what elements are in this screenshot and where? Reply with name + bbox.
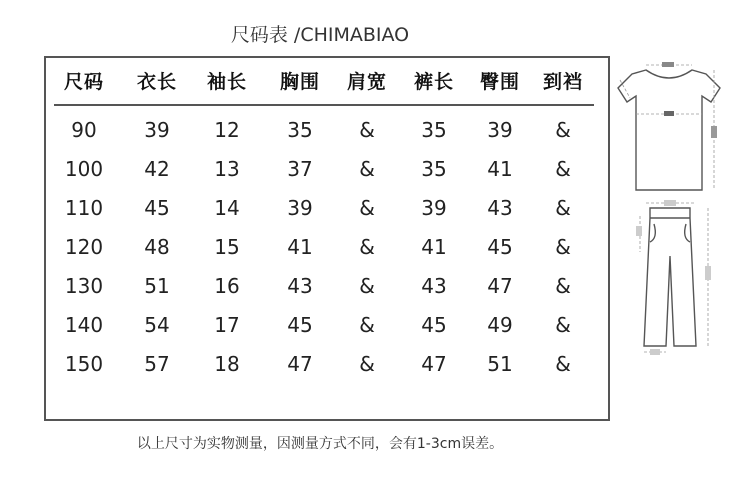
cell-pants-length: 35 bbox=[421, 118, 447, 142]
cell-sleeve: 14 bbox=[214, 196, 240, 220]
cell-crotch: & bbox=[555, 352, 571, 376]
cell-shoulder: & bbox=[359, 118, 375, 142]
measurement-diagrams bbox=[610, 56, 735, 360]
cell-size: 150 bbox=[64, 352, 104, 376]
cell-chest: 35 bbox=[287, 118, 313, 142]
cell-crotch: & bbox=[555, 157, 571, 181]
cell-chest: 37 bbox=[287, 157, 313, 181]
table-row bbox=[46, 153, 608, 185]
table-row bbox=[46, 309, 608, 341]
cell-chest: 41 bbox=[287, 235, 313, 259]
cell-shoulder: & bbox=[359, 313, 375, 337]
table-header-row bbox=[46, 66, 608, 98]
cell-pants-length: 35 bbox=[421, 157, 447, 181]
cell-hip: 49 bbox=[487, 313, 513, 337]
cell-shoulder: & bbox=[359, 352, 375, 376]
cell-length: 48 bbox=[144, 235, 170, 259]
header-pants-length: 裤长 bbox=[413, 71, 454, 93]
cell-length: 51 bbox=[144, 274, 170, 298]
cell-hip: 47 bbox=[487, 274, 513, 298]
header-shoulder: 肩宽 bbox=[346, 71, 387, 93]
cell-pants-length: 39 bbox=[421, 196, 447, 220]
cell-size: 120 bbox=[64, 235, 104, 259]
tshirt-measure-icon bbox=[610, 56, 735, 356]
size-table bbox=[44, 56, 610, 421]
table-row bbox=[46, 231, 608, 263]
cell-length: 57 bbox=[144, 352, 170, 376]
table-row bbox=[46, 192, 608, 224]
cell-length: 39 bbox=[144, 118, 170, 142]
cell-crotch: & bbox=[555, 118, 571, 142]
cell-size: 90 bbox=[71, 118, 97, 142]
table-row bbox=[46, 270, 608, 302]
cell-size: 130 bbox=[64, 274, 104, 298]
cell-pants-length: 41 bbox=[421, 235, 447, 259]
cell-sleeve: 17 bbox=[214, 313, 240, 337]
cell-shoulder: & bbox=[359, 235, 375, 259]
cell-size: 110 bbox=[64, 196, 104, 220]
header-sleeve: 袖长 bbox=[206, 71, 247, 93]
cell-hip: 51 bbox=[487, 352, 513, 376]
page-title: 尺码表 /CHIMABIAO bbox=[230, 24, 410, 46]
cell-pants-length: 47 bbox=[421, 352, 447, 376]
cell-sleeve: 18 bbox=[214, 352, 240, 376]
cell-chest: 43 bbox=[287, 274, 313, 298]
header-hip: 臀围 bbox=[479, 71, 520, 93]
cell-pants-length: 43 bbox=[421, 274, 447, 298]
cell-size: 100 bbox=[64, 157, 104, 181]
cell-size: 140 bbox=[64, 313, 104, 337]
header-divider bbox=[54, 104, 594, 106]
cell-length: 54 bbox=[144, 313, 170, 337]
cell-chest: 47 bbox=[287, 352, 313, 376]
cell-hip: 41 bbox=[487, 157, 513, 181]
cell-hip: 43 bbox=[487, 196, 513, 220]
cell-shoulder: & bbox=[359, 274, 375, 298]
cell-length: 42 bbox=[144, 157, 170, 181]
cell-sleeve: 15 bbox=[214, 235, 240, 259]
cell-pants-length: 45 bbox=[421, 313, 447, 337]
cell-length: 45 bbox=[144, 196, 170, 220]
cell-hip: 45 bbox=[487, 235, 513, 259]
cell-crotch: & bbox=[555, 274, 571, 298]
pants-measure-icon bbox=[644, 208, 696, 346]
cell-chest: 45 bbox=[287, 313, 313, 337]
cell-hip: 39 bbox=[487, 118, 513, 142]
cell-sleeve: 12 bbox=[214, 118, 240, 142]
table-row bbox=[46, 348, 608, 380]
header-chest: 胸围 bbox=[279, 71, 320, 93]
cell-shoulder: & bbox=[359, 196, 375, 220]
cell-sleeve: 13 bbox=[214, 157, 240, 181]
cell-shoulder: & bbox=[359, 157, 375, 181]
cell-sleeve: 16 bbox=[214, 274, 240, 298]
header-crotch: 到裆 bbox=[542, 71, 583, 93]
cell-crotch: & bbox=[555, 196, 571, 220]
table-row bbox=[46, 114, 608, 146]
cell-crotch: & bbox=[555, 313, 571, 337]
header-length: 衣长 bbox=[136, 71, 177, 93]
cell-crotch: & bbox=[555, 235, 571, 259]
measurement-note: 以上尺寸为实物测量，因测量方式不同，会有1-3cm误差。 bbox=[136, 436, 504, 452]
cell-chest: 39 bbox=[287, 196, 313, 220]
header-size: 尺码 bbox=[63, 71, 104, 93]
